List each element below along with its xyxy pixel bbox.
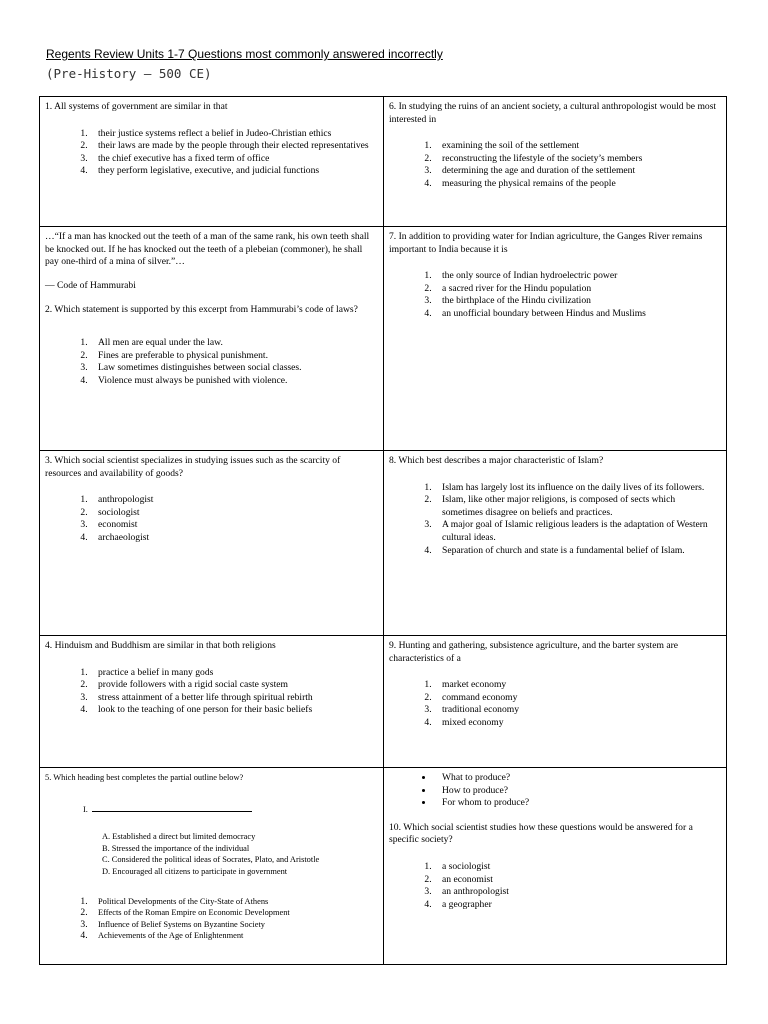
document-subtitle: (Pre-History – 500 CE) — [46, 66, 212, 81]
question-9-options — [389, 679, 721, 729]
answer-option: 3. an anthropologist — [434, 886, 721, 899]
answer-option: 1. the only source of Indian hydroelectric power — [434, 270, 721, 283]
question-4-cell — [40, 636, 384, 768]
question-10-prompt: 10. Which social scientist studies how these questions would be answered for a specific society? — [389, 821, 693, 846]
bullet-item: • How to produce? — [434, 785, 721, 798]
question-2-prompt: 2. Which statement is supported by this excerpt from Hammurabi’s code of laws? — [45, 304, 358, 316]
question-table — [39, 96, 727, 965]
answer-option: 4. archaeologist — [90, 532, 378, 545]
answer-option: 1. market economy — [434, 679, 721, 692]
answer-option: 4. Violence must always be punished with violence. — [90, 375, 378, 388]
answer-option: 1. Islam has largely lost its influence on the daily lives of its followers. — [434, 482, 715, 495]
question-10-cell — [384, 768, 726, 964]
answer-option: 3. stress attainment of a better life through spiritual rebirth — [90, 692, 378, 705]
question-3-options — [45, 494, 378, 544]
question-1-cell — [40, 97, 384, 227]
answer-option: 3. economist — [90, 519, 378, 532]
answer-option: 1. Political Developments of the City-State of Athens — [90, 896, 378, 908]
bullet-item: • For whom to produce? — [434, 797, 721, 810]
answer-option: 4. Separation of church and state is a fundamental belief of Islam. — [434, 545, 715, 558]
answer-option: 1. anthropologist — [90, 494, 378, 507]
answer-option: 3. Law sometimes distinguishes between social classes. — [90, 362, 378, 375]
question-7-cell — [384, 227, 726, 451]
question-8-prompt: 8. Which best describes a major characteristic of Islam? — [389, 455, 604, 466]
blank-line — [92, 802, 252, 812]
answer-option: 1. a sociologist — [434, 861, 721, 874]
question-3-cell — [40, 451, 384, 636]
question-8-options — [389, 482, 721, 558]
answer-option: 4. look to the teaching of one person for their basic beliefs — [90, 704, 378, 717]
answer-option: 4. they perform legislative, executive, and judicial functions — [90, 165, 378, 178]
outline-item: A. Established a direct but limited democracy — [102, 832, 256, 842]
question-6-options — [389, 140, 721, 190]
question-7-options — [389, 270, 721, 320]
answer-option: 2. provide followers with a rigid social caste system — [90, 679, 378, 692]
question-10-options — [389, 861, 721, 911]
question-4-options — [45, 667, 378, 717]
answer-option: 3. the chief executive has a fixed term of office — [90, 153, 378, 166]
answer-option: 4. Achievements of the Age of Enlightenment — [90, 930, 378, 942]
question-6-prompt: 6. In studying the ruins of an ancient society, a cultural anthropologist would be most interested in — [389, 101, 717, 125]
document-title: Regents Review Units 1-7 Questions most commonly answered incorrectly — [46, 47, 443, 61]
question-1-prompt: 1. All systems of government are similar in that — [45, 101, 228, 112]
question-9-cell — [384, 636, 726, 768]
answer-option: 2. a sacred river for the Hindu population — [434, 283, 721, 296]
question-3-prompt: 3. Which social scientist specializes in studying issues such as the scarcity of resources and availability of goods? — [45, 455, 341, 479]
question-1-options — [45, 128, 378, 178]
answer-option: 2. sociologist — [90, 507, 378, 520]
question-9-prompt: 9. Hunting and gathering, subsistence agriculture, and the barter system are characteristics of a — [389, 640, 679, 664]
answer-option: 3. traditional economy — [434, 704, 721, 717]
question-5-options — [45, 896, 378, 942]
answer-option: 1. their justice systems reflect a belief in Judeo-Christian ethics — [90, 128, 378, 141]
answer-option: 4. an unofficial boundary between Hindus and Muslims — [434, 308, 721, 321]
question-8-cell — [384, 451, 726, 636]
question-2-options — [45, 337, 378, 387]
answer-option: 4. a geographer — [434, 899, 721, 912]
answer-option: 4. measuring the physical remains of the people — [434, 178, 721, 191]
answer-option: 3. A major goal of Islamic religious leaders is the adaptation of Western cultural ideas. — [434, 519, 715, 544]
answer-option: 2. Effects of the Roman Empire on Economic Development — [90, 907, 378, 919]
outline-item: C. Considered the political ideas of Socrates, Plato, and Aristotle — [102, 855, 320, 865]
outline-numeral: I. — [83, 804, 88, 814]
question-7-prompt: 7. In addition to providing water for Indian agriculture, the Ganges River remains important to India because it is — [389, 231, 703, 255]
answer-option: 2. an economist — [434, 874, 721, 887]
answer-option: 1. practice a belief in many gods — [90, 667, 378, 680]
question-6-cell — [384, 97, 726, 227]
quote-source: — Code of Hammurabi — [45, 279, 136, 291]
bullet-item: • What to produce? — [434, 772, 721, 785]
answer-option: 3. Influence of Belief Systems on Byzantine Society — [90, 919, 378, 931]
answer-option: 2. Islam, like other major religions, is composed of sects which sometimes disagree on beliefs and practices. — [434, 494, 715, 519]
answer-option: 3. determining the age and duration of the settlement — [434, 165, 721, 178]
partial-outline — [102, 831, 378, 877]
hammurabi-quote: …“If a man has knocked out the teeth of a man of the same rank, his own teeth shall be knocked out. If he has knocked out the teeth of a plebeian (commoner), he shall pay one-third of a mina of silver.”… — [45, 231, 370, 268]
answer-option: 4. mixed economy — [434, 717, 721, 730]
question-4-prompt: 4. Hinduism and Buddhism are similar in that both religions — [45, 640, 276, 651]
question-5-prompt: 5. Which heading best completes the partial outline below? — [45, 773, 244, 782]
answer-option: 3. the birthplace of the Hindu civilization — [434, 295, 721, 308]
economic-questions-list — [389, 772, 721, 810]
outline-heading-blank — [83, 802, 378, 816]
answer-option: 2. command economy — [434, 692, 721, 705]
answer-option: 2. their laws are made by the people through their elected representatives — [90, 140, 378, 153]
answer-option: 1. All men are equal under the law. — [90, 337, 378, 350]
answer-option: 2. reconstructing the lifestyle of the society’s members — [434, 153, 721, 166]
question-5-cell — [40, 768, 384, 964]
answer-option: 2. Fines are preferable to physical punishment. — [90, 350, 378, 363]
answer-option: 1. examining the soil of the settlement — [434, 140, 721, 153]
outline-item: D. Encouraged all citizens to participate in government — [102, 866, 288, 876]
outline-item: B. Stressed the importance of the individual — [102, 843, 250, 853]
question-2-cell — [40, 227, 384, 451]
